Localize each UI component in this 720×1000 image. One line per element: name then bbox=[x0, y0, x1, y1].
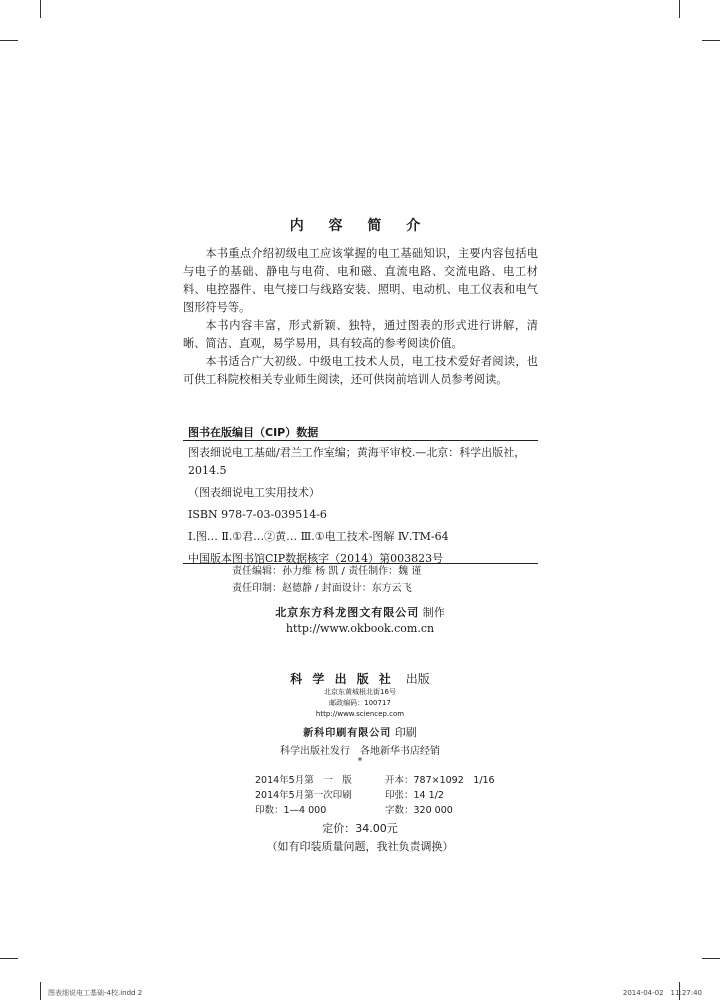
intro-paragraph: 本书内容丰富，形式新颖、独特，通过图表的形式进行讲解，清晰、简洁、直观，易学易用，具有较高的参考阅读价值。 bbox=[183, 319, 538, 350]
intro-body bbox=[183, 245, 538, 389]
intro-paragraph: 本书适合广大初级、中级电工技术人员，电工技术爱好者阅读，也可供工科院校相关专业师生阅读，还可供岗前培训人员参考阅读。 bbox=[183, 355, 538, 386]
edition-cell: 2014年5月第一次印刷 bbox=[255, 790, 352, 801]
crop-mark bbox=[40, 0, 41, 18]
edition-cell: 字数：320 000 bbox=[385, 805, 453, 816]
publisher-role: 出版 bbox=[405, 672, 430, 686]
crop-mark bbox=[0, 958, 18, 959]
crop-mark bbox=[0, 40, 18, 41]
cip-line: 图表细说电工基础/君兰工作室编；黄海平审校.—北京：科学出版社，2014.5 bbox=[188, 446, 526, 477]
staff-line: 责任编辑：孙力维 杨 凯 / 责任制作：魏 谨 bbox=[232, 566, 422, 577]
distribution-line: 科学出版社发行 各地新华书店经销 bbox=[280, 746, 440, 757]
edition-cell: 印数：1—4 000 bbox=[255, 805, 327, 816]
edition-cell: 印张：14 1/2 bbox=[385, 790, 444, 801]
crop-mark bbox=[679, 0, 680, 18]
edition-info bbox=[255, 773, 495, 818]
edition-row bbox=[255, 803, 495, 818]
staff-line: 责任印制：赵德静 / 封面设计：东方云飞 bbox=[232, 583, 412, 594]
cip-title: 图书在版编目（CIP）数据 bbox=[188, 426, 319, 439]
publisher-postcode: 邮政编码：100717 bbox=[329, 699, 391, 707]
footer-file: 图表细说电工基础-4校.indd 2 bbox=[48, 989, 143, 997]
separator-star: * bbox=[357, 757, 363, 767]
publisher-line bbox=[0, 670, 720, 687]
staff-credits bbox=[232, 563, 421, 597]
producer-role: 制作 bbox=[422, 606, 445, 619]
cip-body bbox=[188, 444, 532, 572]
publisher-address: 北京东黄城根北街16号 bbox=[324, 688, 396, 696]
cip-line: 中国版本图书馆CIP数据核字（2014）第003823号 bbox=[188, 552, 444, 565]
crop-mark bbox=[40, 982, 41, 1000]
cip-line: （图表细说电工实用技术） bbox=[188, 486, 320, 499]
price-note: （如有印装质量问题，我社负责调换） bbox=[266, 840, 454, 853]
edition-cell: 开本：787×1092 1/16 bbox=[385, 775, 495, 786]
price: 定价：34.00元 bbox=[322, 822, 398, 835]
edition-cell: 2014年5月第 一 版 bbox=[255, 775, 352, 786]
publisher-name: 科 学 出 版 社 bbox=[290, 672, 394, 686]
producer-line bbox=[0, 604, 720, 620]
edition-row bbox=[255, 773, 495, 788]
edition-row bbox=[255, 788, 495, 803]
cip-top-rule bbox=[183, 440, 538, 441]
intro-paragraph: 本书重点介绍初级电工应该掌握的电工基础知识，主要内容包括电与电子的基础、静电与电荷、电和磁、直流电路、交流电路、电工材料、电控器件、电气接口与线路安装、照明、电动机、电工仪表和电气图形符号等。 bbox=[183, 247, 538, 314]
publisher-url: http://www.sciencep.com bbox=[315, 710, 405, 718]
producer-url: http://www.okbook.com.cn bbox=[285, 622, 435, 635]
intro-title: 内 容 简 介 bbox=[289, 218, 431, 234]
cip-line: Ⅰ.图… Ⅱ.①君…②黄… Ⅲ.①电工技术-图解 Ⅳ.TM-64 bbox=[188, 530, 449, 543]
printer-role: 印刷 bbox=[394, 726, 417, 739]
crop-mark bbox=[702, 40, 720, 41]
cip-line: ISBN 978-7-03-039514-6 bbox=[188, 508, 327, 521]
printer-line bbox=[0, 724, 720, 740]
crop-mark bbox=[702, 958, 720, 959]
footer-timestamp: 2014-04-02 11:27:40 bbox=[622, 989, 702, 997]
printer-name: 新科印刷有限公司 bbox=[303, 728, 392, 739]
producer-name: 北京东方科龙图文有限公司 bbox=[275, 606, 420, 619]
